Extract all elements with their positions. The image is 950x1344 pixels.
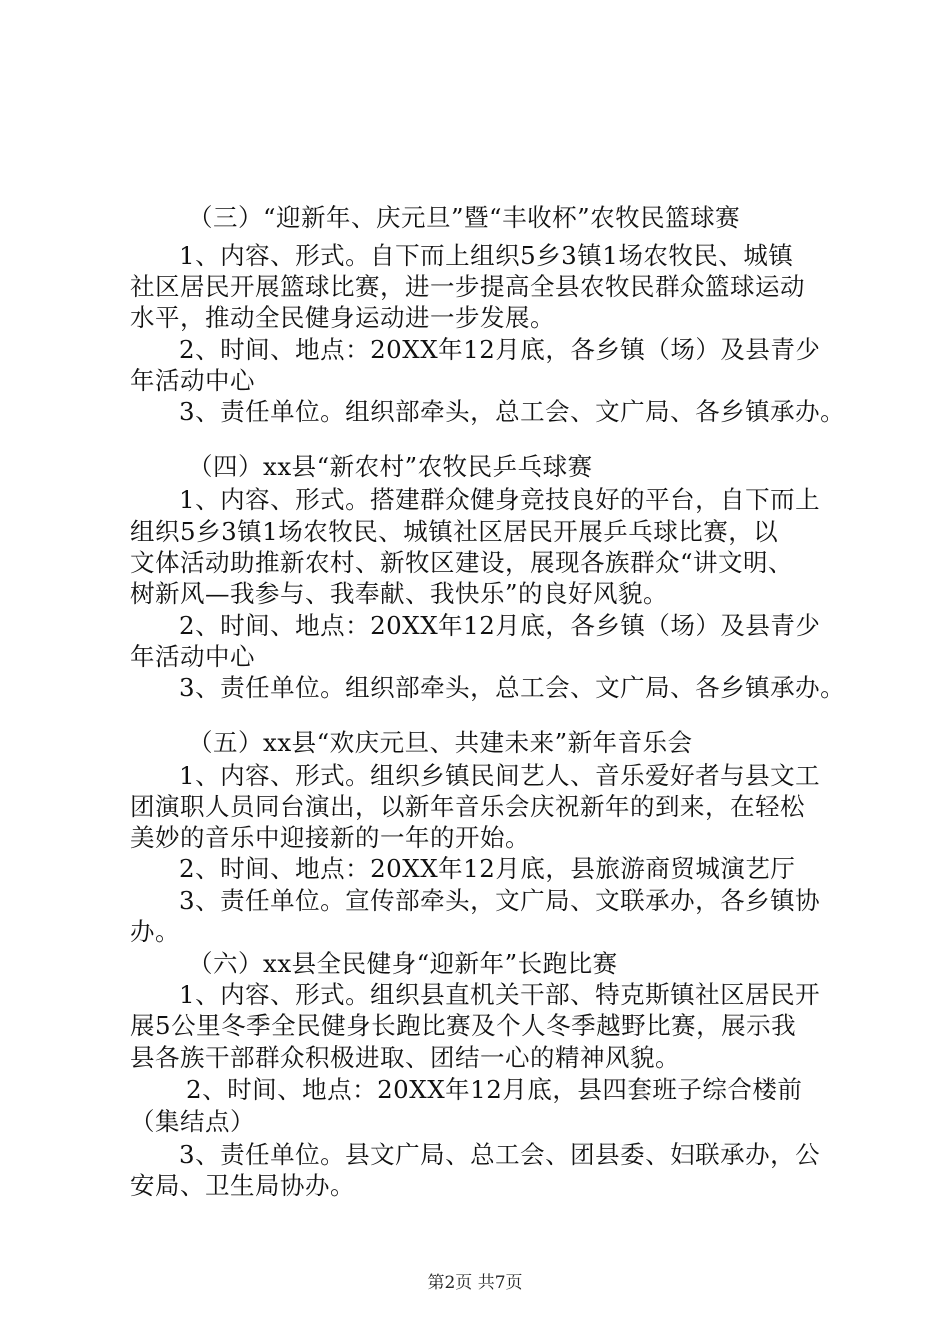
paragraph-line: 年活动中心 [130, 366, 255, 395]
paragraph-line: 3、责任单位。组织部牵头，总工会、文广局、各乡镇承办。 [179, 673, 846, 702]
paragraph-line: 组织5乡3镇1场农牧民、城镇社区居民开展乒乓球比赛，以 [130, 517, 779, 546]
section-5-heading: （五）xx县“欢庆元旦、共建未来”新年音乐会 [188, 728, 693, 757]
paragraph-line: 办。 [130, 917, 180, 946]
paragraph-line: 1、内容、形式。自下而上组织5乡3镇1场农牧民、城镇 [179, 241, 794, 270]
paragraph-line: 美妙的音乐中迎接新的一年的开始。 [130, 823, 530, 852]
paragraph-line: 3、责任单位。宣传部牵头，文广局、文联承办，各乡镇协 [179, 886, 821, 915]
paragraph-line: 团演职人员同台演出，以新年音乐会庆祝新年的到来，在轻松 [130, 792, 805, 821]
paragraph-line: 年活动中心 [130, 642, 255, 671]
paragraph-line: 3、责任单位。组织部牵头，总工会、文广局、各乡镇承办。 [179, 397, 846, 426]
paragraph-line: 县各族干部群众积极进取、团结一心的精神风貌。 [130, 1043, 680, 1072]
paragraph-line: 文体活动助推新农村、新牧区建设，展现各族群众“讲文明、 [130, 548, 794, 577]
paragraph-line: 3、责任单位。县文广局、总工会、团县委、妇联承办，公 [179, 1140, 821, 1169]
section-3-heading: （三）“迎新年、庆元旦”暨“丰收杯”农牧民篮球赛 [188, 203, 741, 232]
paragraph-line: （集结点） [130, 1107, 255, 1136]
paragraph-line: 社区居民开展篮球比赛，进一步提高全县农牧民群众篮球运动 [130, 272, 805, 301]
paragraph-line: 2、时间、地点：20XX年12月底，各乡镇（场）及县青少 [179, 335, 821, 364]
paragraph-line: 安局、卫生局协办。 [130, 1171, 355, 1200]
paragraph-line: 2、时间、地点：20XX年12月底，各乡镇（场）及县青少 [179, 611, 821, 640]
paragraph-line: 2、时间、地点：20XX年12月底，县旅游商贸城演艺厅 [179, 854, 796, 883]
paragraph-line: 1、内容、形式。组织县直机关干部、特克斯镇社区居民开 [179, 980, 821, 1009]
paragraph-line: 树新风—我参与、我奉献、我快乐”的良好风貌。 [130, 579, 669, 608]
section-4-heading: （四）xx县“新农村”农牧民乒乓球赛 [188, 452, 593, 481]
page-number-footer: 第2页 共7页 [427, 1273, 523, 1293]
paragraph-line: 展5公里冬季全民健身长跑比赛及个人冬季越野比赛，展示我 [130, 1011, 797, 1040]
paragraph-line: 1、内容、形式。搭建群众健身竞技良好的平台，自下而上 [179, 485, 821, 514]
paragraph-line: 2、时间、地点：20XX年12月底，县四套班子综合楼前 [186, 1075, 803, 1104]
paragraph-line: 水平，推动全民健身运动进一步发展。 [130, 303, 555, 332]
paragraph-line: 1、内容、形式。组织乡镇民间艺人、音乐爱好者与县文工 [179, 761, 821, 790]
section-6-heading: （六）xx县全民健身“迎新年”长跑比赛 [188, 949, 618, 978]
